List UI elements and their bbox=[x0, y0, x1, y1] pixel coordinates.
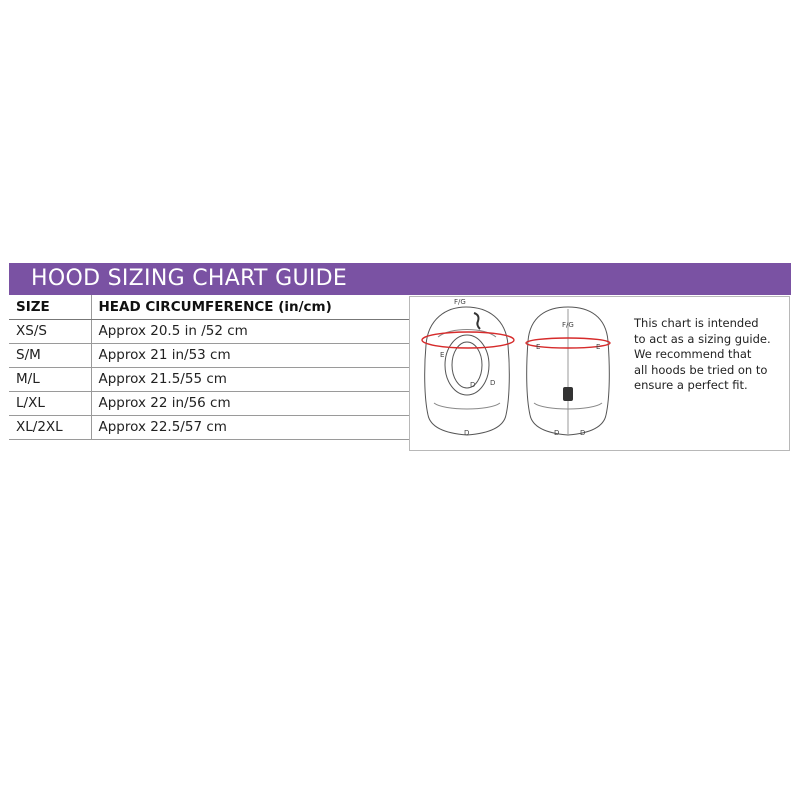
label-fg-front: F/G bbox=[454, 298, 466, 306]
hood-diagram bbox=[410, 297, 620, 450]
circumference-cell: Approx 22 in/56 cm bbox=[91, 391, 409, 415]
sizing-note bbox=[634, 316, 786, 394]
label-e-front-left: E bbox=[440, 351, 445, 359]
column-header-circumference: HEAD CIRCUMFERENCE (in/cm) bbox=[91, 295, 409, 319]
note-line: all hoods be tried on to bbox=[634, 362, 768, 377]
column-header-size: SIZE bbox=[9, 295, 91, 319]
note-line: to act as a sizing guide. bbox=[634, 331, 771, 346]
table-row bbox=[9, 367, 409, 391]
label-e-back-left: E bbox=[536, 343, 541, 351]
label-d-back-2: D bbox=[580, 429, 586, 437]
table-row bbox=[9, 319, 409, 343]
label-d-front-3: D bbox=[464, 429, 470, 437]
label-d-back-1: D bbox=[554, 429, 560, 437]
note-line: This chart is intended bbox=[634, 316, 759, 330]
size-cell: S/M bbox=[9, 343, 91, 367]
note-line: We recommend that bbox=[634, 347, 752, 361]
size-cell: L/XL bbox=[9, 391, 91, 415]
circumference-cell: Approx 20.5 in /52 cm bbox=[91, 319, 409, 343]
label-e-back-right: E bbox=[596, 343, 601, 351]
note-line: ensure a perfect fit. bbox=[634, 378, 748, 392]
table-header-row bbox=[9, 295, 409, 319]
page-title: HOOD SIZING CHART GUIDE bbox=[31, 266, 348, 291]
circumference-cell: Approx 21.5/55 cm bbox=[91, 367, 409, 391]
label-d-front-2: D bbox=[490, 379, 496, 387]
front-measure-line bbox=[422, 332, 514, 348]
table-row bbox=[9, 343, 409, 367]
size-table bbox=[9, 295, 409, 440]
size-cell: XL/2XL bbox=[9, 415, 91, 439]
label-d-front-1: D bbox=[470, 381, 476, 389]
header-bar bbox=[9, 263, 791, 295]
table-row bbox=[9, 391, 409, 415]
hood-diagram-box bbox=[409, 296, 790, 451]
size-cell: M/L bbox=[9, 367, 91, 391]
table-row bbox=[9, 415, 409, 439]
size-cell: XS/S bbox=[9, 319, 91, 343]
hood-front-illustration bbox=[425, 307, 510, 435]
circumference-cell: Approx 22.5/57 cm bbox=[91, 415, 409, 439]
zipper-pull-icon bbox=[563, 387, 573, 401]
circumference-cell: Approx 21 in/53 cm bbox=[91, 343, 409, 367]
label-fg-back: F/G bbox=[562, 321, 574, 329]
